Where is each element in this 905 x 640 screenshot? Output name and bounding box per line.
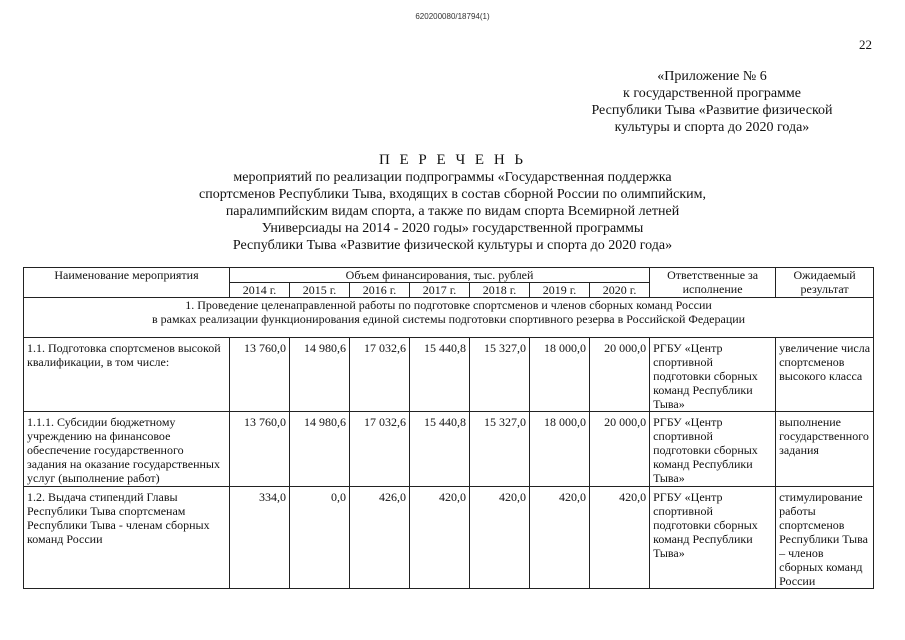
responsible-cell: РГБУ «Центр спортивной подготовки сборных команд Республики Тыва» (650, 487, 776, 589)
section-row (24, 298, 874, 338)
header-year: 2020 г. (590, 283, 650, 298)
header-result: Ожидаемый результат (776, 268, 874, 298)
header-year: 2014 г. (230, 283, 290, 298)
value-cell: 15 440,8 (410, 338, 470, 412)
measure-name: 1.2. Выдача стипендий Главы Республики Тыва спортсменам Республики Тыва - членам сборных команд России (24, 487, 230, 589)
value-cell: 15 440,8 (410, 412, 470, 487)
value-cell: 18 000,0 (530, 338, 590, 412)
responsible-cell: РГБУ «Центр спортивной подготовки сборных команд Республики Тыва» (650, 338, 776, 412)
measure-name: 1.1. Подготовка спортсменов высокой квалификации, в том числе: (24, 338, 230, 412)
value-cell: 15 327,0 (470, 412, 530, 487)
value-cell: 20 000,0 (590, 338, 650, 412)
table-row (24, 487, 874, 589)
measures-table (23, 267, 874, 589)
value-cell: 420,0 (410, 487, 470, 589)
value-cell: 0,0 (290, 487, 350, 589)
header-year: 2018 г. (470, 283, 530, 298)
header-responsible: Ответственные за исполнение (650, 268, 776, 298)
value-cell: 18 000,0 (530, 412, 590, 487)
header-year: 2017 г. (410, 283, 470, 298)
responsible-cell: РГБУ «Центр спортивной подготовки сборных команд Республики Тыва» (650, 412, 776, 487)
value-cell: 14 980,6 (290, 412, 350, 487)
appendix-line: «Приложение № 6 (657, 69, 767, 84)
subtitle-line: паралимпийским видам спорта, а также по видам спорта Всемирной летней (225, 204, 680, 219)
header-year: 2016 г. (350, 283, 410, 298)
value-cell: 14 980,6 (290, 338, 350, 412)
document-title: П Е Р Е Ч Е Н Ь (378, 152, 527, 168)
value-cell: 20 000,0 (590, 412, 650, 487)
page-number: 22 (859, 37, 872, 52)
document-title-block (0, 152, 905, 254)
value-cell: 13 760,0 (230, 412, 290, 487)
result-cell: увеличение числа спортсменов высокого класса (776, 338, 874, 412)
table-row (24, 412, 874, 487)
value-cell: 334,0 (230, 487, 290, 589)
value-cell: 13 760,0 (230, 338, 290, 412)
value-cell: 420,0 (530, 487, 590, 589)
subtitle-line: мероприятий по реализации подпрограммы «Государственная поддержка (233, 170, 672, 185)
value-cell: 17 032,6 (350, 412, 410, 487)
value-cell: 420,0 (590, 487, 650, 589)
table-header-row (24, 268, 874, 283)
appendix-line: к государственной программе (623, 86, 801, 101)
value-cell: 15 327,0 (470, 338, 530, 412)
subtitle-line: спортсменов Республики Тыва, входящих в состав сборной России по олимпийским, (198, 187, 707, 202)
subtitle-line: Республики Тыва «Развитие физической культуры и спорта до 2020 года» (232, 238, 673, 253)
section-line: в рамках реализации функционирования единой системы подготовки спортивного резерва в Российской Федерации (151, 312, 746, 326)
section-line: 1. Проведение целенаправленной работы по подготовке спортсменов и членов сборных команд России (185, 298, 712, 312)
header-funding: Объем финансирования, тыс. рублей (230, 268, 650, 283)
result-cell: стимулирование работы спортсменов Республики Тыва – членов сборных команд России (776, 487, 874, 589)
appendix-line: культуры и спорта до 2020 года» (614, 120, 810, 135)
document-id: 620200080/18794(1) (415, 12, 490, 21)
measure-name: 1.1.1. Субсидии бюджетному учреждению на финансовое обеспечение государственного задания на оказание государственных услуг (выполнение работ) (24, 412, 230, 487)
subtitle-line: Универсиады на 2014 - 2020 годы» государственной программы (261, 221, 644, 236)
header-year: 2019 г. (530, 283, 590, 298)
value-cell: 420,0 (470, 487, 530, 589)
header-year: 2015 г. (290, 283, 350, 298)
header-name: Наименование мероприятия (24, 268, 230, 298)
section-heading (24, 298, 874, 338)
appendix-header (562, 68, 862, 136)
appendix-line: Республики Тыва «Развитие физической (591, 103, 833, 118)
result-cell: выполнение государственного задания (776, 412, 874, 487)
table-row (24, 338, 874, 412)
value-cell: 17 032,6 (350, 338, 410, 412)
value-cell: 426,0 (350, 487, 410, 589)
